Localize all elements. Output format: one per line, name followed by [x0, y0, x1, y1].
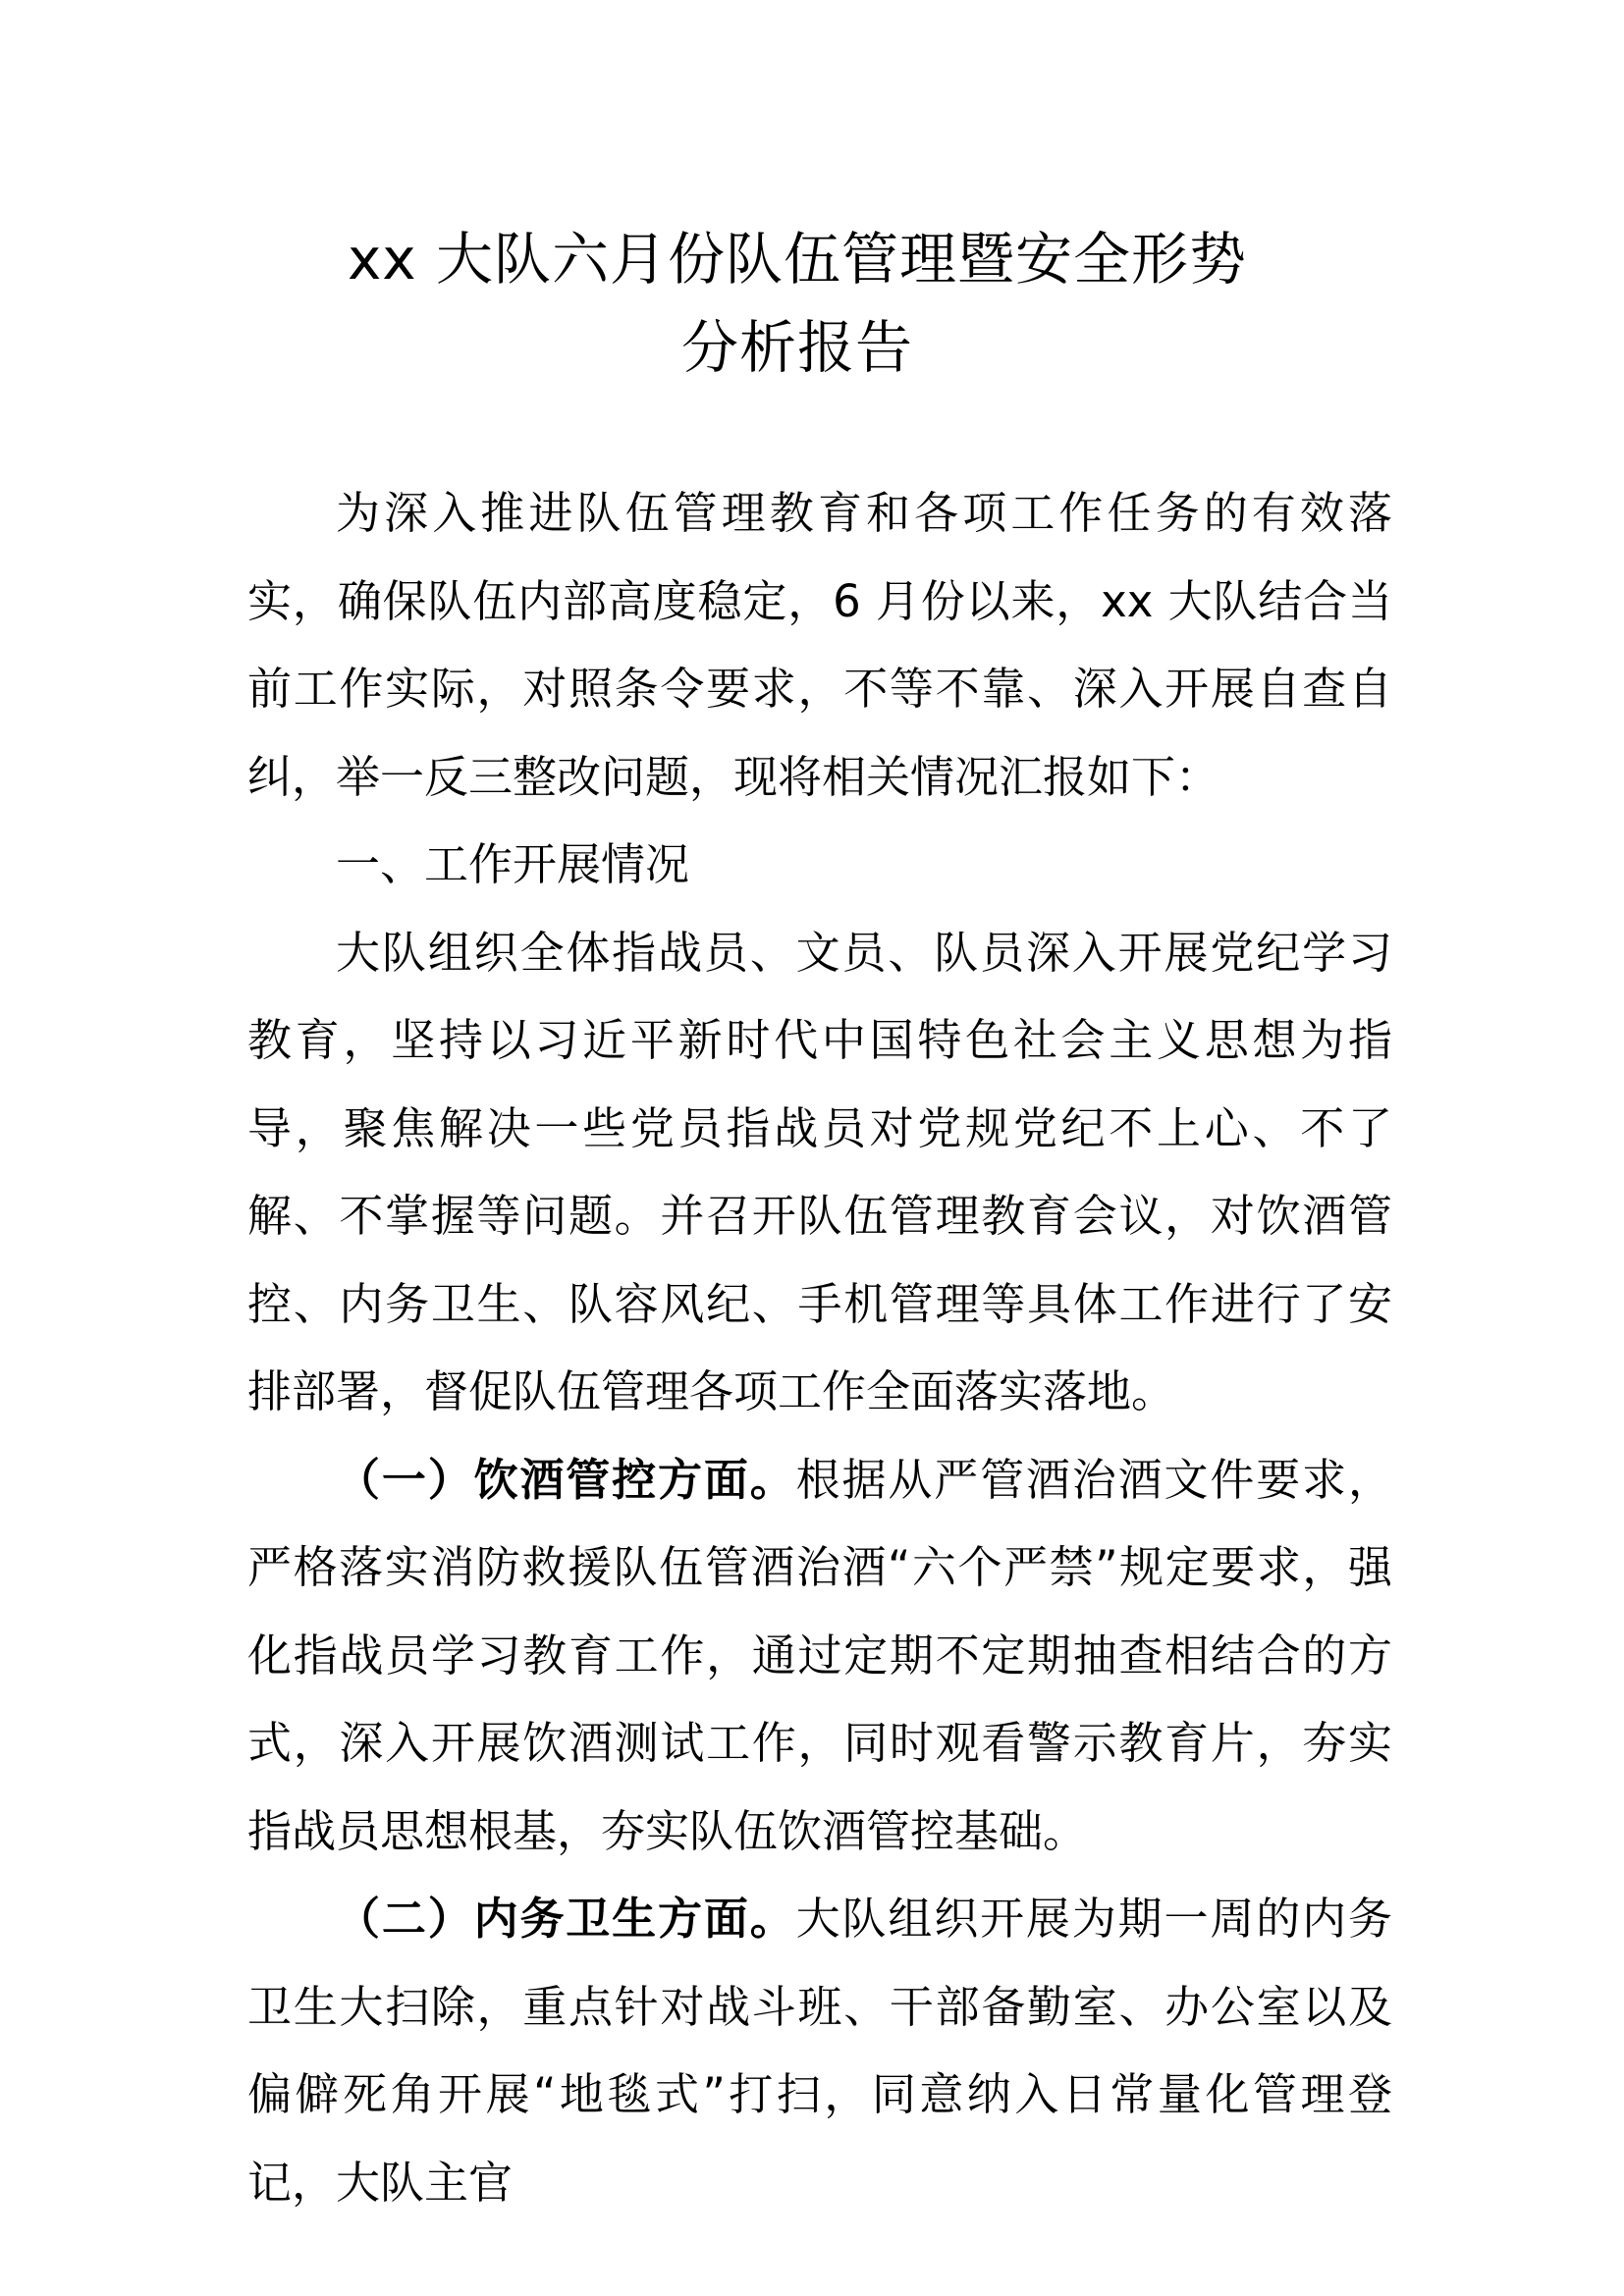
section-1-heading: 一、工作开展情况: [336, 838, 690, 890]
intro-paragraph: 为深入推进队伍管理教育和各项工作任务的有效落实，确保队伍内部高度稳定，6 月份以来，xx 大队结合当前工作实际，对照条令要求，不等不靠、深入开展自查自纠，举一反三整改问题，现将相关情况汇报如下：: [247, 487, 1392, 803]
item-1-label: （一）饮酒管控方面。: [336, 1453, 796, 1506]
item-1-paragraph: [247, 1436, 1392, 1876]
document-title-line-2: 分析报告: [680, 314, 913, 381]
item-1-text: 根据从严管酒治酒文件要求，严格落实消防救援队伍管酒治酒“六个严禁”规定要求，强化指战员学习教育工作，通过定期不定期抽查相结合的方式，深入开展饮酒测试工作，同时观看警示教育片，夯实指战员思想根基，夯实队伍饮酒管控基础。: [247, 1453, 1392, 1857]
section-1-paragraph: 大队组织全体指战员、文员、队员深入开展党纪学习教育，坚持以习近平新时代中国特色社会主义思想为指导，聚焦解决一些党员指战员对党规党纪不上心、不了解、不掌握等问题。并召开队伍管理教育会议，对饮酒管控、内务卫生、队容风纪、手机管理等具体工作进行了安排部署，督促队伍管理各项工作全面落实落地。: [247, 926, 1392, 1417]
document-body: [247, 469, 1392, 2226]
item-2-label: （二）内务卫生方面。: [336, 1893, 796, 1945]
item-2-text: 大队组织开展为期一周的内务卫生大扫除，重点针对战斗班、干部备勤室、办公室以及偏僻死角开展“地毯式”打扫，同意纳入日常量化管理登记，大队主官: [247, 1893, 1392, 2209]
item-2-paragraph: [247, 1875, 1392, 2226]
document-title-line-1: xx 大队六月份队伍管理暨安全形势: [347, 226, 1248, 293]
